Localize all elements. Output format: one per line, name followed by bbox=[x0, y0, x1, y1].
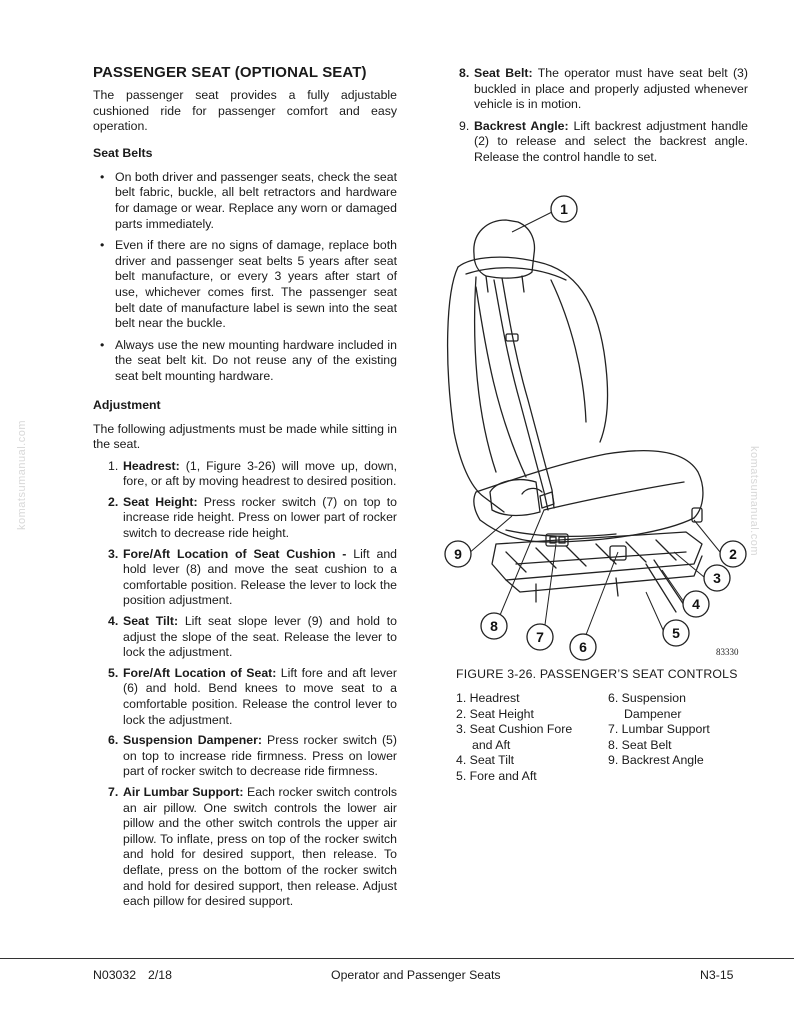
callout-2-label: 2 bbox=[729, 546, 737, 562]
list-item: 6. Suspension Dampener: Press rocker switch (5) on top to increase ride firmness. Press on lower part of rocker switch to decrease ride firmness. bbox=[108, 733, 397, 779]
seat-controls-figure bbox=[436, 192, 756, 662]
legend-item: Dampener bbox=[624, 706, 682, 721]
list-item: 9. Backrest Angle: Lift backrest adjustment handle (2) to release and select the backrest angle. Release the control handle to set. bbox=[459, 118, 749, 164]
seat-belts-list bbox=[93, 170, 397, 385]
footer-rule bbox=[0, 958, 794, 959]
legend-item: 7. Lumbar Support bbox=[608, 722, 710, 737]
callout-6-label: 6 bbox=[579, 639, 587, 655]
callout-5-label: 5 bbox=[672, 625, 680, 641]
callout-8-label: 8 bbox=[490, 618, 498, 634]
watermark-right: komatsumanual.com bbox=[748, 446, 760, 556]
callout-3-label: 3 bbox=[713, 570, 721, 586]
legend-item: and Aft bbox=[472, 737, 511, 752]
list-item: 4. Seat Tilt: Lift seat slope lever (9) and hold to adjust the slope of the seat. Release the lever to lock the adjustment. bbox=[108, 614, 397, 660]
figure-caption: FIGURE 3-26. PASSENGER’S SEAT CONTROLS bbox=[456, 667, 738, 681]
list-item: 2. Seat Height: Press rocker switch (7) on top to increase ride height. Press on lower part of rocker switch to decrease ride height. bbox=[108, 494, 397, 541]
list-item: 8. Seat Belt: The operator must have seat belt (3) buckled in place and properly adjusted whenever vehicle is in motion. bbox=[459, 66, 748, 112]
list-item: • Always use the new mounting hardware included in the seat belt kit. Do not reuse any of the existing seat belt mounting hardware. bbox=[100, 337, 397, 383]
callout-7-label: 7 bbox=[536, 629, 544, 645]
footer-section-title: Operator and Passenger Seats bbox=[331, 968, 501, 982]
legend-item: 2. Seat Height bbox=[456, 706, 534, 721]
legend-column-2 bbox=[608, 691, 758, 769]
list-item: • On both driver and passenger seats, check the seat belt fabric, buckle, all belt retractors and hardware for damage or wear. Replace any worn or damaged parts immediately. bbox=[100, 169, 397, 231]
legend-item: 6. Suspension bbox=[608, 691, 686, 705]
watermark-left: komatsumanual.com bbox=[16, 420, 28, 530]
page-title: PASSENGER SEAT (OPTIONAL SEAT) bbox=[93, 64, 367, 81]
bullet-glyph: • bbox=[100, 337, 105, 352]
callout-4-label: 4 bbox=[692, 596, 700, 612]
legend-item: 8. Seat Belt bbox=[608, 737, 672, 752]
bullet-glyph: • bbox=[100, 169, 105, 184]
legend-column-1 bbox=[456, 691, 606, 785]
callout-1-label: 1 bbox=[560, 201, 568, 217]
legend-item: 4. Seat Tilt bbox=[456, 753, 515, 768]
legend-item: 3. Seat Cushion Fore bbox=[456, 722, 573, 737]
list-item: • Even if there are no signs of damage, replace both driver and passenger seat belts 5 years after seat belt manufacture, or every 3 years after start of use, whichever comes first. The passenger seat belt date of manufacture label is sewn into the seat belt near the buckle. bbox=[100, 238, 397, 331]
seat-belts-heading: Seat Belts bbox=[93, 145, 153, 160]
adjustment-heading: Adjustment bbox=[93, 397, 161, 412]
seat-illustration bbox=[436, 192, 756, 662]
footer-date: 2/18 bbox=[148, 968, 172, 982]
bullet-glyph: • bbox=[100, 238, 105, 253]
adjustment-list-continued bbox=[456, 66, 748, 166]
left-column bbox=[93, 64, 397, 915]
legend-item: 9. Backrest Angle bbox=[608, 753, 704, 768]
list-item: 7. Air Lumbar Support: Each rocker switch controls an air pillow. One switch controls the lower air pillow and the other switch controls the upper air pillow. To inflate, press on top of the rocker switch and hold for desired support, then release. To deflate, press on the bottom of the rocker switch and hold for desired support, then release. Adjust each pillow for desired support. bbox=[108, 784, 397, 909]
list-item: 1. Headrest: (1, Figure 3-26) will move up, down, fore, or aft by moving headrest to desired position. bbox=[108, 458, 397, 489]
figure-id-label: 83330 bbox=[716, 647, 739, 657]
adjustment-intro: The following adjustments must be made while sitting in the seat. bbox=[93, 421, 397, 452]
footer-doc-id: N03032 bbox=[93, 968, 137, 982]
right-column bbox=[456, 66, 748, 172]
adjustment-list bbox=[93, 459, 397, 910]
intro-paragraph: The passenger seat provides a fully adjustable cushioned ride for passenger comfort and easy operation. bbox=[93, 88, 397, 134]
legend-item: 1. Headrest bbox=[456, 691, 520, 705]
list-item: 5. Fore/Aft Location of Seat: Lift fore and aft lever (6) and hold. Bend knees to move seat to a comfortable position. Release the control lever to lock the adjustment. bbox=[108, 665, 397, 727]
callout-9-label: 9 bbox=[454, 546, 462, 562]
list-item: 3. Fore/Aft Location of Seat Cushion - Lift and hold lever (8) and move the seat cushion to a comfortable position. Release the lever to lock the position adjustment. bbox=[108, 546, 397, 608]
legend-item: 5. Fore and Aft bbox=[456, 768, 537, 783]
footer-page-number: N3-15 bbox=[700, 968, 734, 982]
